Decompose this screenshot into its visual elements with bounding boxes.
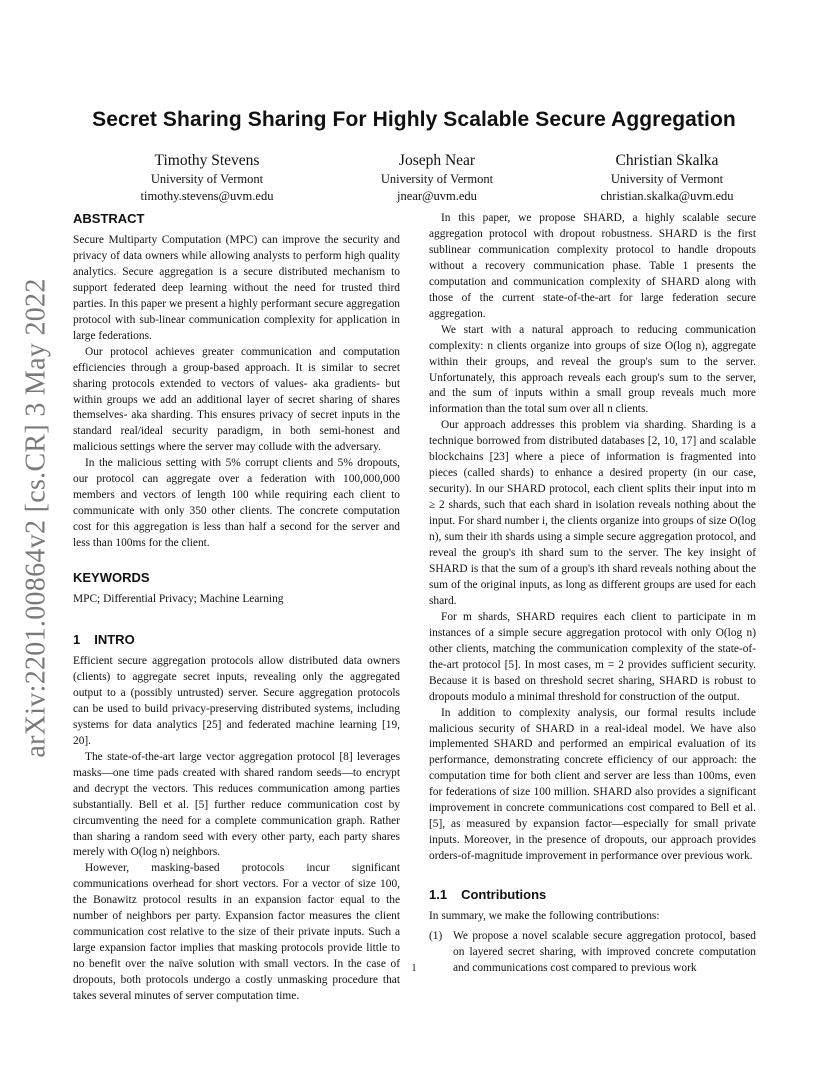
- abstract-heading: ABSTRACT: [73, 211, 145, 226]
- left-column: [73, 211, 400, 1005]
- section-title: INTRO: [94, 632, 135, 648]
- body-paragraph: The state-of-the-art large vector aggregation protocol [8] leverages masks—one time pads created with shared random seeds—to encrypt and decrypt the vectors. This reduces communication among parties substantially. Bell et al. [5] further reduce communication cost by circumventing the need for a complete communication graph. Rather than sharing a random seed with every other party, each party shares merely with O(log n) neighbors.: [73, 750, 400, 859]
- author-name: Joseph Near: [398, 152, 476, 169]
- author-email: christian.skalka@uvm.edu: [600, 189, 734, 203]
- keywords-text: MPC; Differential Privacy; Machine Learning: [73, 593, 284, 606]
- body-paragraph: Efficient secure aggregation protocols allow distributed data owners (clients) to aggregate secret inputs, revealing only the aggregated output to a (possibly untrusted) server. Secure aggregation protocols can be used to build privacy-preserving distributed systems, including systems for data analytics [25] and federated machine learning [19, 20].: [73, 655, 400, 747]
- section-title: Contributions: [461, 887, 547, 903]
- arxiv-sidebar: [12, 278, 62, 758]
- section-number: 1: [73, 632, 81, 648]
- right-column: [429, 211, 756, 977]
- abstract-paragraph: In the malicious setting with 5% corrupt clients and 5% dropouts, our protocol can aggregate over a federation with 100,000,000 members and vectors of length 100 while requiring each client to communicate with only 350 other clients. The concrete computation cost for this aggregation is less than half a second for the server and less than 100ms for the client.: [73, 457, 400, 550]
- author-affiliation: University of Vermont: [610, 172, 724, 186]
- section-heading-intro: [73, 632, 400, 648]
- author-3: [552, 152, 782, 205]
- author-1: [92, 152, 322, 205]
- author-affiliation: University of Vermont: [380, 172, 494, 186]
- body-paragraph: In this paper, we propose SHARD, a highly scalable secure aggregation protocol with dropout robustness. SHARD is the first sublinear communication complexity protocol to handle dropouts without a recovery communication phase. Table 1 presents the computation and communication complexity of SHARD along with those of the current state-of-the-art for large federation secure aggregation.: [429, 212, 756, 320]
- body-paragraph: For m shards, SHARD requires each client to participate in m instances of a simple secure aggregation protocol with only O(log n) other clients, matching the communication complexity of the state-of-the-art protocol [5]. In most cases, m = 2 provides sufficient security. Because it is based on threshold secret sharing, SHARD is robust to dropouts modulo a minimal threshold for construction of the output.: [429, 610, 756, 703]
- author-email: timothy.stevens@uvm.edu: [140, 189, 274, 203]
- section-number: 1.1: [429, 887, 448, 903]
- author-affiliation: University of Vermont: [150, 172, 264, 186]
- body-paragraph: We start with a natural approach to reducing communication complexity: n clients organize into groups of size O(log n), aggregate within their groups, and reveal the group's sum to the server. Unfortunately, this approach reveals each group's sum to the server, and the sum of inputs within a small group reveals much more information than the total sum over all n clients.: [429, 323, 756, 416]
- body-paragraph: Our approach addresses this problem via sharding. Sharding is a technique borrowed from distributed databases [2, 10, 17] and scalable blockchains [23] where a piece of information is fragmented into pieces (called shards) to enhance a desired property (in our case, security). In our SHARD protocol, each client splits their input into m ≥ 2 shards, such that each shard in isolation reveals nothing about the input. For shard number i, the clients organize into groups of size O(log n), sum their ith shards using a simple secure aggregation protocol, and reveal the group's ith shard sum to the server. The key insight of SHARD is that the sum of a group's ith shard reveals nothing about the sum of the original inputs, as long as different groups are used for each shard.: [429, 419, 756, 607]
- arxiv-stamp: arXiv:2201.00864v2 [cs.CR] 3 May 2022: [21, 278, 52, 758]
- list-marker: (1): [429, 930, 443, 943]
- body-paragraph: However, masking-based protocols incur significant communications overhead for short vectors. For a vector of size 100, the Bonawitz protocol results in an expansion factor equal to the number of neighbors per party. Expansion factor measures the client communication cost relative to the size of their private inputs. Such a large expansion factor implies that masking protocols provide little to no benefit over the naïve solution with small vectors. In the case of dropouts, both protocols undergo a costly unmasking procedure that takes several minutes of server computation time.: [73, 862, 400, 1003]
- paper-title: Secret Sharing Sharing For Highly Scalable Secure Aggregation: [92, 108, 736, 131]
- author-name: Timothy Stevens: [154, 152, 260, 169]
- abstract-paragraph: Our protocol achieves greater communication and computation efficiencies through a group-based approach. It is similar to secret sharing protocols extended to vectors of values- aka gradients- but within groups we add an additional layer of secret sharing of shares themselves- aka sharding. This ensures privacy of secret inputs in the standard real/ideal security paradigm, in both semi-honest and malicious settings where the server may collude with the adversary.: [73, 345, 400, 454]
- list-item-text: We propose a novel scalable secure aggregation protocol, based on layered secret sharing, with improved concrete computation and communications cost compared to previous work: [453, 930, 756, 974]
- author-name: Christian Skalka: [615, 152, 719, 169]
- author-2: [322, 152, 552, 205]
- body-paragraph: In addition to complexity analysis, our formal results include malicious security of SHARD in a real-ideal model. We have also implemented SHARD and performed an empirical evaluation of its performance, demonstrating concrete efficiency of our approach: the computation time for both client and server are less than 100ms, even for federations of size 100 million. SHARD also provides a significant improvement in concrete communications cost compared to Bell et al. [5], as measured by expansion factor—especially for small private inputs. Moreover, in the presence of dropouts, our approach provides orders-of-magnitude improvement in performance over previous work.: [429, 706, 756, 863]
- page-number: 1: [411, 963, 417, 974]
- author-email: jnear@uvm.edu: [397, 189, 477, 203]
- author-block: [92, 152, 782, 205]
- subsection-heading-contributions: [429, 887, 756, 903]
- body-paragraph: In summary, we make the following contributions:: [429, 910, 660, 923]
- abstract-paragraph: Secure Multiparty Computation (MPC) can improve the security and privacy of data owners while allowing analysts to perform high quality analytics. Secure aggregation is a secure distributed mechanism to support federated deep learning without the need for trusted third parties. In this paper we present a highly performant secure aggregation protocol with sub-linear communication complexity for application in large federations.: [73, 234, 400, 342]
- keywords-heading: KEYWORDS: [73, 570, 150, 586]
